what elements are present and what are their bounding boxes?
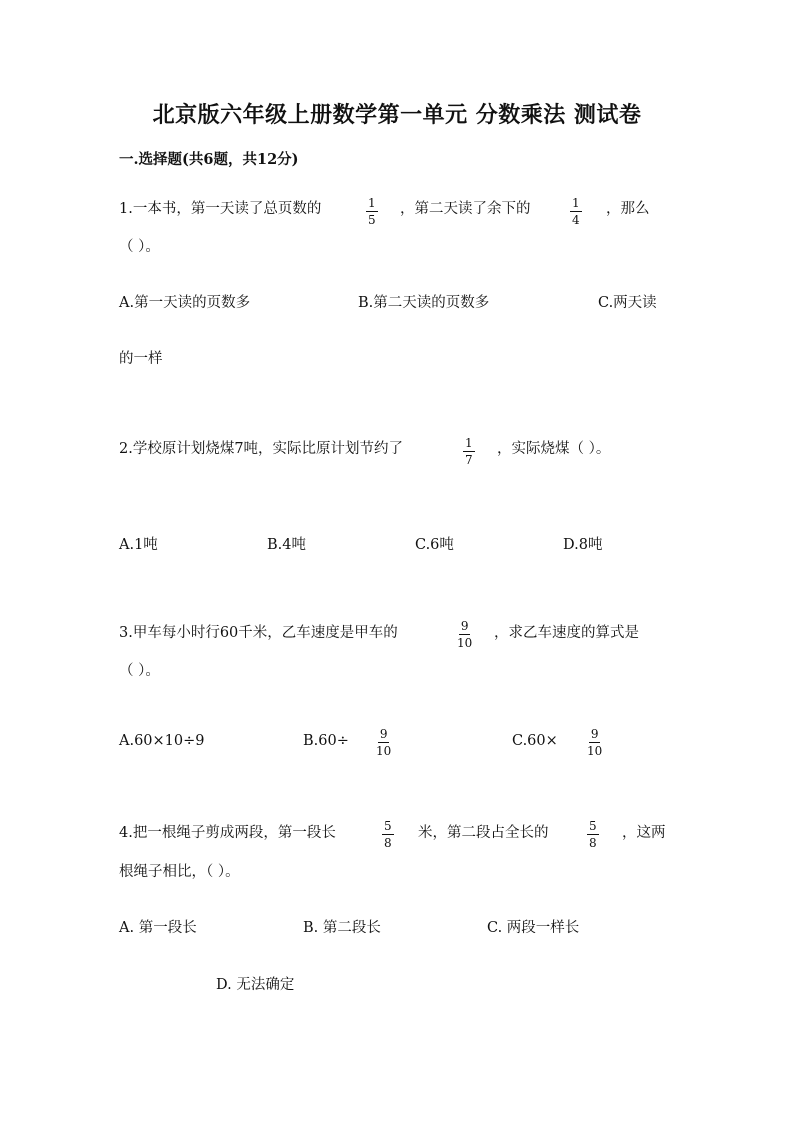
q1-fraction-1 [366, 197, 378, 227]
q2-frac-denominator: 7 [465, 453, 473, 467]
q4-fraction-1 [382, 820, 394, 850]
q3-text-a: 3.甲车每小时行60千米，乙车速度是甲车的 [119, 625, 398, 641]
q3-answer-blank: （ ）。 [119, 663, 160, 679]
q2-text-a: 2.学校原计划烧煤7吨，实际比原计划节约了 [119, 441, 404, 457]
q4-option-b: B. 第二段长 [303, 920, 381, 936]
q4-text-line-2: 根绳子相比，（ ）。 [119, 864, 240, 880]
q4-option-a: A. 第一段长 [119, 920, 197, 936]
q2-frac-numerator: 1 [465, 436, 473, 450]
q3-text-b: ，求乙车速度的算式是 [494, 625, 639, 641]
q3-frac-numerator: 9 [460, 619, 469, 633]
q3-option-c-fraction [585, 728, 604, 758]
q4-frac1-numerator: 5 [384, 819, 392, 833]
q1-text-b: ，第二天读了余下的 [400, 201, 531, 217]
q3-option-b: B.60÷ [303, 733, 349, 749]
q3-opt-b-denominator: 10 [376, 744, 392, 758]
q1-frac1-numerator: 1 [368, 196, 376, 210]
q3-option-b-fraction [374, 728, 393, 758]
q4-text-c: ，这两 [622, 825, 666, 841]
q1-option-c-continued: 的一样 [119, 351, 163, 367]
q2-fraction [463, 437, 475, 467]
q2-option-a: A.1吨 [119, 537, 158, 553]
q4-frac1-denominator: 8 [384, 836, 392, 850]
q1-frac2-denominator: 4 [572, 213, 580, 227]
q3-opt-b-numerator: 9 [379, 727, 388, 741]
q3-option-c: C.60× [512, 733, 558, 749]
q4-text-a: 4.把一根绳子剪成两段，第一段长 [119, 825, 336, 841]
q4-frac2-numerator: 5 [589, 819, 597, 833]
q1-fraction-2 [570, 197, 582, 227]
q1-text-a: 1.一本书，第一天读了总页数的 [119, 201, 322, 217]
q2-option-d: D.8吨 [563, 537, 603, 553]
q1-frac2-numerator: 1 [572, 196, 580, 210]
q1-option-a: A.第一天读的页数多 [119, 295, 251, 311]
q2-option-c: C.6吨 [415, 537, 454, 553]
q4-frac2-denominator: 8 [589, 836, 597, 850]
q4-text-b: 米，第二段占全长的 [418, 825, 549, 841]
q4-option-d: D. 无法确定 [216, 977, 295, 993]
q3-opt-c-denominator: 10 [587, 744, 603, 758]
q1-option-b: B.第二天读的页数多 [358, 295, 490, 311]
q4-option-c: C. 两段一样长 [487, 920, 580, 936]
q1-frac1-denominator: 5 [368, 213, 376, 227]
q2-option-b: B.4吨 [267, 537, 306, 553]
page-title: 北京版六年级上册数学第一单元 分数乘法 测试卷 [152, 102, 642, 128]
q3-option-a: A.60×10÷9 [119, 733, 205, 749]
section-heading: 一.选择题(共6题，共12分) [119, 151, 299, 168]
q1-option-c: C.两天读 [598, 295, 657, 311]
q4-fraction-2 [587, 820, 599, 850]
q2-text-b: ，实际烧煤（ ）。 [497, 441, 611, 457]
q1-text-c: ，那么 [606, 201, 650, 217]
q3-fraction [455, 620, 474, 650]
q3-frac-denominator: 10 [457, 636, 473, 650]
q1-answer-blank: （ ）。 [119, 239, 160, 255]
q3-opt-c-numerator: 9 [590, 727, 599, 741]
